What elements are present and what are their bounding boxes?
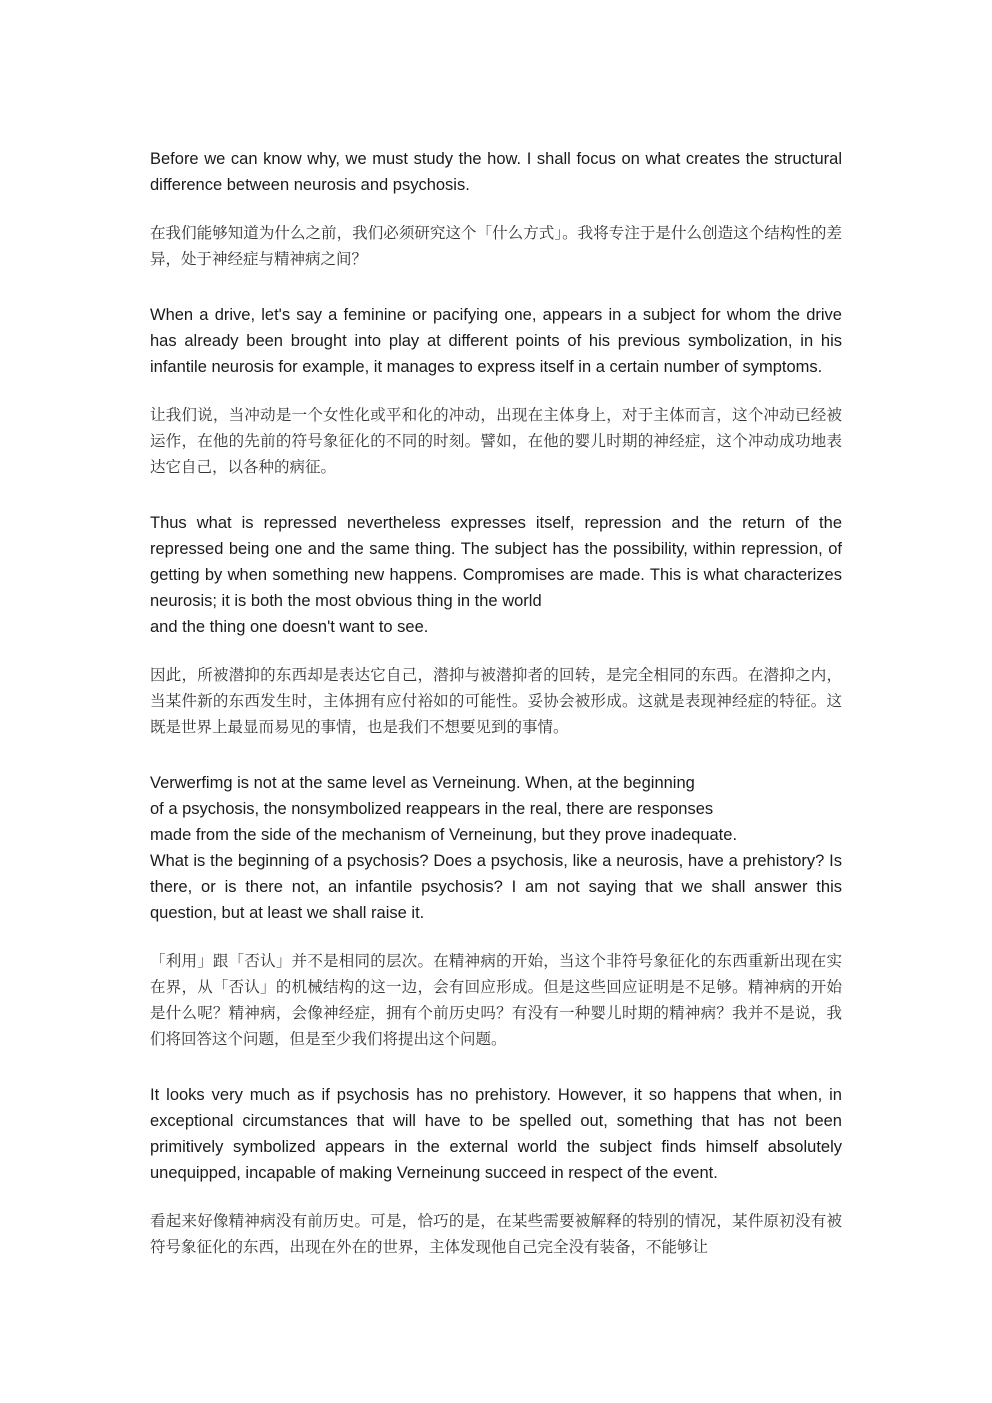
paragraph-zh-2: 让我们说，当冲动是一个女性化或平和化的冲动，出现在主体身上，对于主体而言，这个冲动已经被运作，在他的先前的符号象征化的不同的时刻。譬如，在他的婴儿时期的神经症，这个冲动成功地表达它自己，以各种的病征。 [150,406,842,476]
paragraph-zh-1: 在我们能够知道为什么之前，我们必须研究这个「什么方式」。我将专注于是什么创造这个结构性的差异，处于神经症与精神病之间？ [150,224,842,268]
paragraph-en-5: It looks very much as if psychosis has no prehistory. However, it so happens that when, in exceptional circumstances that will have to be spelled out, something that has not been primitively symbolized appears in the external world the subject finds himself absolutely unequipped, incapable of making Verneinung succeed in respect of the event. [150,1086,842,1182]
paragraph-en-1: Before we can know why, we must study the how. I shall focus on what creates the structural difference between neurosis and psychosis. [150,150,842,194]
document-page [150,146,842,1260]
paragraph-en-3: Thus what is repressed nevertheless expresses itself, repression and the return of the repressed being one and the same thing. The subject has the possibility, within repression, of getting by when something new happens. Compromises are made. This is what characterizes neurosis; it is both the most obvious thing in the world and the thing one doesn't want to see. [150,514,842,636]
paragraph-zh-5: 看起来好像精神病没有前历史。可是，恰巧的是，在某些需要被解释的特别的情况，某件原初没有被符号象征化的东西，出现在外在的世界，主体发现他自己完全没有装备，不能够让 [150,1212,842,1256]
paragraph-zh-4: 「利用」跟「否认」并不是相同的层次。在精神病的开始，当这个非符号象征化的东西重新出现在实在界，从「否认」的机械结构的这一边，会有回应形成。但是这些回应证明是不足够。精神病的开始是什么呢？精神病，会像神经症，拥有个前历史吗？有没有一种婴儿时期的精神病？我并不是说，我们将回答这个问题，但是至少我们将提出这个问题。 [150,952,842,1048]
paragraph-en-4: Verwerfimg is not at the same level as Verneinung. When, at the beginning of a psychosis, the nonsymbolized reappears in the real, there are responses made from the side of the mechanism of Verneinung, but they prove inadequate. What is the beginning of a psychosis? Does a psychosis, like a neurosis, have a prehistory? Is there, or is there not, an infantile psychosis? I am not saying that we shall answer this question, but at least we shall raise it. [150,774,842,922]
paragraph-zh-3: 因此，所被潜抑的东西却是表达它自己，潜抑与被潜抑者的回转，是完全相同的东西。在潜抑之内，当某件新的东西发生时，主体拥有应付裕如的可能性。妥协会被形成。这就是表现神经症的特征。这既是世界上最显而易见的事情，也是我们不想要见到的事情。 [150,666,842,736]
paragraph-en-2: When a drive, let's say a feminine or pacifying one, appears in a subject for whom the drive has already been brought into play at different points of his previous symbolization, in his infantile neurosis for example, it manages to express itself in a certain number of symptoms. [150,306,842,376]
